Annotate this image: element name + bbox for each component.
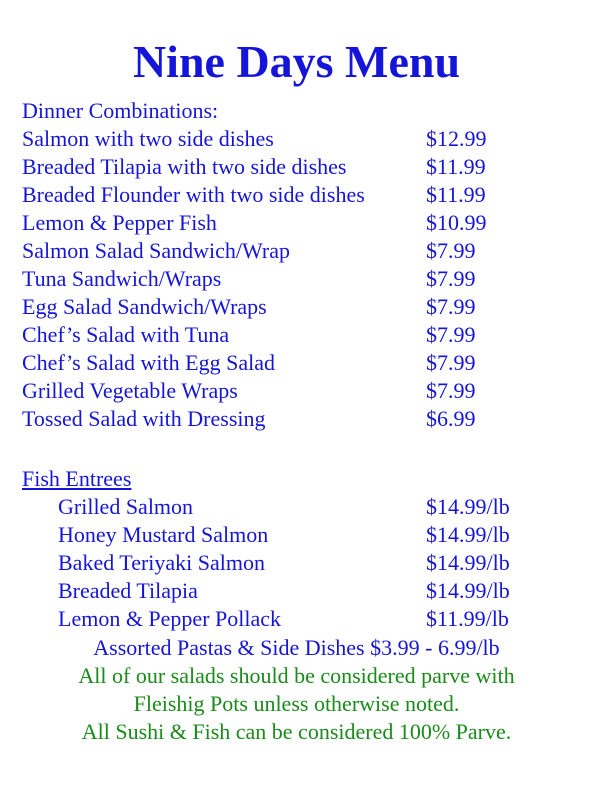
item-price: $10.99 — [426, 210, 487, 235]
item-name: Breaded Tilapia — [58, 578, 198, 603]
item-price: $6.99 — [426, 406, 476, 431]
fish-heading: Fish Entrees — [22, 466, 132, 491]
item-price: $7.99 — [426, 238, 476, 263]
menu-item — [22, 237, 582, 265]
item-name: Honey Mustard Salmon — [58, 522, 269, 547]
item-price: $7.99 — [426, 294, 476, 319]
note-line: Fleishig Pots unless otherwise noted. — [133, 691, 460, 716]
item-price: $14.99/lb — [426, 578, 510, 603]
menu-item — [22, 265, 582, 293]
item-name: Tuna Sandwich/Wraps — [22, 266, 222, 291]
page-title: Nine Days Menu — [132, 36, 461, 87]
menu-item — [22, 293, 582, 321]
item-price: $12.99 — [426, 126, 487, 151]
item-name: Chef’s Salad with Egg Salad — [22, 350, 275, 375]
item-name: Breaded Flounder with two side dishes — [22, 182, 365, 207]
menu-item — [22, 209, 582, 237]
item-name: Tossed Salad with Dressing — [22, 406, 266, 431]
menu-item — [22, 377, 582, 405]
item-price: $7.99 — [426, 266, 476, 291]
item-price: $7.99 — [426, 350, 476, 375]
item-name: Egg Salad Sandwich/Wraps — [22, 294, 267, 319]
menu-item — [22, 125, 582, 153]
menu-item — [22, 493, 582, 521]
pastas-line: Assorted Pastas & Side Dishes $3.99 - 6.99/lb — [93, 635, 500, 660]
item-price: $14.99/lb — [426, 522, 510, 547]
item-name: Salmon with two side dishes — [22, 126, 274, 151]
item-price: $11.99/lb — [426, 606, 509, 631]
menu-item — [22, 521, 582, 549]
item-name: Chef’s Salad with Tuna — [22, 322, 230, 347]
menu-item — [22, 605, 582, 633]
menu-item — [22, 321, 582, 349]
menu-item — [22, 405, 582, 433]
item-name: Lemon & Pepper Fish — [22, 210, 217, 235]
menu-item — [22, 181, 582, 209]
menu-item — [22, 577, 582, 605]
item-price: $7.99 — [426, 378, 476, 403]
item-price: $14.99/lb — [426, 494, 510, 519]
item-price: $14.99/lb — [426, 550, 510, 575]
menu-item — [22, 549, 582, 577]
item-name: Breaded Tilapia with two side dishes — [22, 154, 347, 179]
item-name: Baked Teriyaki Salmon — [58, 550, 266, 575]
item-name: Lemon & Pepper Pollack — [58, 606, 282, 631]
item-name: Salmon Salad Sandwich/Wrap — [22, 238, 290, 263]
item-name: Grilled Salmon — [58, 494, 194, 519]
fish-entrees-section — [22, 465, 582, 633]
item-price: $11.99 — [426, 154, 486, 179]
note-line: All Sushi & Fish can be considered 100% Parve. — [81, 719, 512, 744]
dinner-combinations-section — [22, 97, 582, 433]
item-price: $7.99 — [426, 322, 476, 347]
dinner-heading: Dinner Combinations: — [22, 98, 219, 123]
note-line: All of our salads should be considered parve with — [78, 663, 515, 688]
menu-item — [22, 349, 582, 377]
fish-heading-row — [22, 465, 582, 493]
item-price: $11.99 — [426, 182, 486, 207]
item-name: Grilled Vegetable Wraps — [22, 378, 238, 403]
menu-item — [22, 153, 582, 181]
